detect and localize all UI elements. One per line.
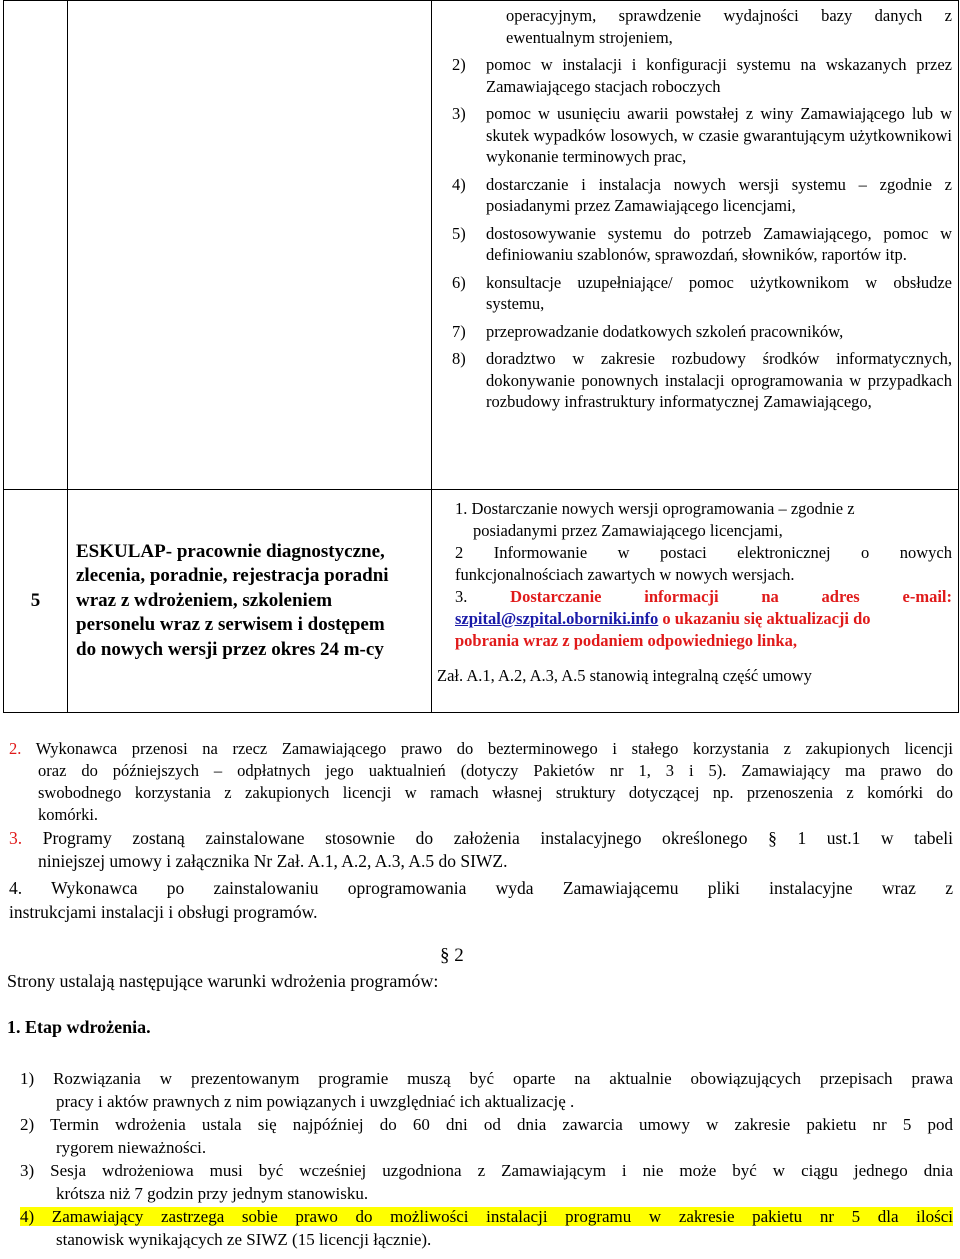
paragraph-number: 2. <box>9 739 22 758</box>
list-item-line: 1) Rozwiązania w prezentowanym programie muszą być oparte na aktualnie obowiązujących przepisach prawa <box>20 1069 953 1088</box>
list-item-number: 7) <box>452 321 466 341</box>
paragraph-4 <box>9 876 953 924</box>
paragraph-text: Programy zostaną zainstalowane stosownie do założenia instalacyjnego określonego § 1 ust.1 w tabeli <box>42 828 954 848</box>
list-item-text: przeprowadzanie dodatkowych szkoleń pracowników, <box>486 321 844 341</box>
scope-item-line: funkcjonalnościach zawartych w nowych wersjach. <box>455 565 795 584</box>
email-info-text: o ukazaniu się aktualizacji do <box>658 609 871 628</box>
section-intro: Strony ustalają następujące warunki wdrożenia programów: <box>7 971 439 991</box>
list-item-continuation: operacyjnym, sprawdzenie wydajności bazy danych z ewentualnym strojeniem, <box>506 6 952 47</box>
list-item <box>452 223 952 266</box>
list-item-line: 2) Termin wdrożenia ustala się najpóźniej do 60 dni od dnia zawarcia umowy w zakresie pakietu nr 5 pod <box>20 1115 953 1134</box>
paragraph-line: komórki. <box>38 805 99 824</box>
list-item <box>20 1160 953 1205</box>
scope-list <box>432 1 958 413</box>
list-item <box>20 1068 953 1113</box>
list-item-number: 6) <box>452 272 466 292</box>
list-item-number: 4) <box>452 174 466 194</box>
paragraph-line: instrukcjami instalacji i obsługi programów. <box>9 902 318 922</box>
list-item-line: stanowisk wynikających ze SIWZ (15 licencji łącznie). <box>56 1229 432 1249</box>
package-cell-empty <box>68 1 432 490</box>
paragraph-2 <box>9 738 953 826</box>
highlighted-text: Zamawiający zastrzega sobie prawo do możliwości instalacji programu w zakresie pakietu nr 5 dla ilości <box>34 1207 953 1226</box>
list-item-line: pracy i aktów prawnych z nim powiązanych i uwzględniać ich aktualizację . <box>56 1091 575 1111</box>
list-item-number: 5) <box>452 223 466 243</box>
scope-cell <box>432 1 959 490</box>
list-item-number: 8) <box>452 349 466 368</box>
scope-item-line <box>455 608 952 630</box>
row-number-cell-empty <box>4 1 68 490</box>
email-link[interactable]: szpital@szpital.oborniki.info <box>455 609 659 628</box>
list-item-number: 3) <box>452 104 466 123</box>
list-item-text: pomoc w instalacji i konfiguracji systemu na wskazanych przez Zamawiającego stacjach roboczych <box>486 55 952 96</box>
list-item-text: dostosowywanie systemu do potrzeb Zamawiającego, pomoc w definiowaniu szablonów, sprawozdań, słowników, raportów itp. <box>486 223 952 264</box>
paragraph-line: niniejszej umowy i załącznika Nr Zał. A.1, A.2, A.3, A.5 do SIWZ. <box>38 851 508 871</box>
list-item <box>20 1206 953 1251</box>
list-item-text: dostarczanie i instalacja nowych wersji systemu – zgodnie z posiadanymi przez Zamawiającego licencjami, <box>486 174 952 215</box>
stage-heading: 1. Etap wdrożenia. <box>7 1017 151 1037</box>
scope-item-line: 1. Dostarczanie nowych wersji oprogramowania – zgodnie z <box>455 499 855 518</box>
list-item-line: 3) Sesja wdrożeniowa musi być wcześniej uzgodniona z Zamawiającym i nie może być w ciągu jednego dnia <box>20 1161 953 1180</box>
package-name-line: zlecenia, poradnie, rejestracja poradni <box>76 565 389 587</box>
stage-list <box>20 1068 953 1251</box>
paragraph-number: 3. <box>9 828 23 848</box>
scope-list <box>432 490 958 687</box>
paragraph-line <box>9 738 953 760</box>
paragraph-line: 4. Wykonawca po zainstalowaniu oprogramowania wyda Zamawiającemu pliki instalacyjne wraz z <box>9 878 953 898</box>
section-heading: § 2 <box>440 945 464 966</box>
paragraph-line: oraz do późniejszych – odpłatnych jego uaktualnień (dotyczy Pakietów nr 1, 3 i 5). Zamawiający ma prawo do <box>38 761 953 780</box>
list-item-number: 2) <box>452 55 466 74</box>
scope-item-line: 2 Informowanie w postaci elektronicznej o nowych <box>455 543 952 562</box>
list-item <box>452 272 952 315</box>
list-item-text: konsultacje uzupełniające/ pomoc użytkownikom w obsłudze systemu, <box>486 272 952 313</box>
list-item-line <box>20 1206 953 1229</box>
paragraph-line <box>9 827 953 850</box>
package-name-cell <box>68 490 432 713</box>
contract-table <box>3 0 959 713</box>
row-number-cell: 5 <box>4 490 68 713</box>
list-item <box>452 348 952 413</box>
package-name-line: wraz z wdrożeniem, szkoleniem <box>76 589 333 611</box>
email-info-text: Dostarczanie informacji na adres e-mail: <box>510 587 952 606</box>
list-item <box>20 1114 953 1159</box>
highlighted-number: 4) <box>20 1207 35 1226</box>
list-item-text: doradztwo w zakresie rozbudowy środków informatycznych, dokonywanie ponownych instalacji oprogramowania w przypadkach rozbudowy infrastruktury informatycznej Zamawiającego, <box>486 349 952 411</box>
scope-cell <box>432 490 959 713</box>
list-item <box>452 54 952 97</box>
package-name-line: do nowych wersji przez okres 24 m-cy <box>76 638 384 660</box>
list-item-line: krótsza niż 7 godzin przy jednym stanowisku. <box>56 1183 369 1203</box>
table-row <box>4 1 959 490</box>
attachments-note: Zał. A.1, A.2, A.3, A.5 stanowią integralną część umowy <box>437 666 812 685</box>
list-item-text: pomoc w usunięciu awarii powstałej z winy Zamawiającego lub w skutek wypadków losowych, w czasie gwarantującym użytkownikowi wykonanie terminowych prac, <box>486 104 952 166</box>
list-item <box>452 103 952 168</box>
scope-item-line: posiadanymi przez Zamawiającego licencjami, <box>473 521 783 540</box>
table-row <box>4 490 959 713</box>
scope-item-line: pobrania wraz z podaniem odpowiedniego linka, <box>455 631 797 650</box>
scope-item-number: 3. <box>455 587 468 606</box>
list-item-line: rygorem nieważności. <box>56 1137 207 1157</box>
list-item <box>452 174 952 217</box>
scope-item-line <box>455 586 952 608</box>
package-name-line: personelu wraz z serwisem i dostępem <box>76 614 385 636</box>
paragraph-text: Wykonawca przenosi na rzecz Zamawiającego prawo do bezterminowego i stałego korzystania z zakupionych licencji <box>35 739 953 758</box>
paragraph-line: swobodnego korzystania z zakupionych licencji w ramach własnej struktury dotyczącej np. przenoszenia z komórki do <box>38 783 953 802</box>
paragraph-3 <box>9 827 953 873</box>
list-item <box>452 321 952 343</box>
package-name-line: ESKULAP- pracownie diagnostyczne, <box>76 540 385 562</box>
